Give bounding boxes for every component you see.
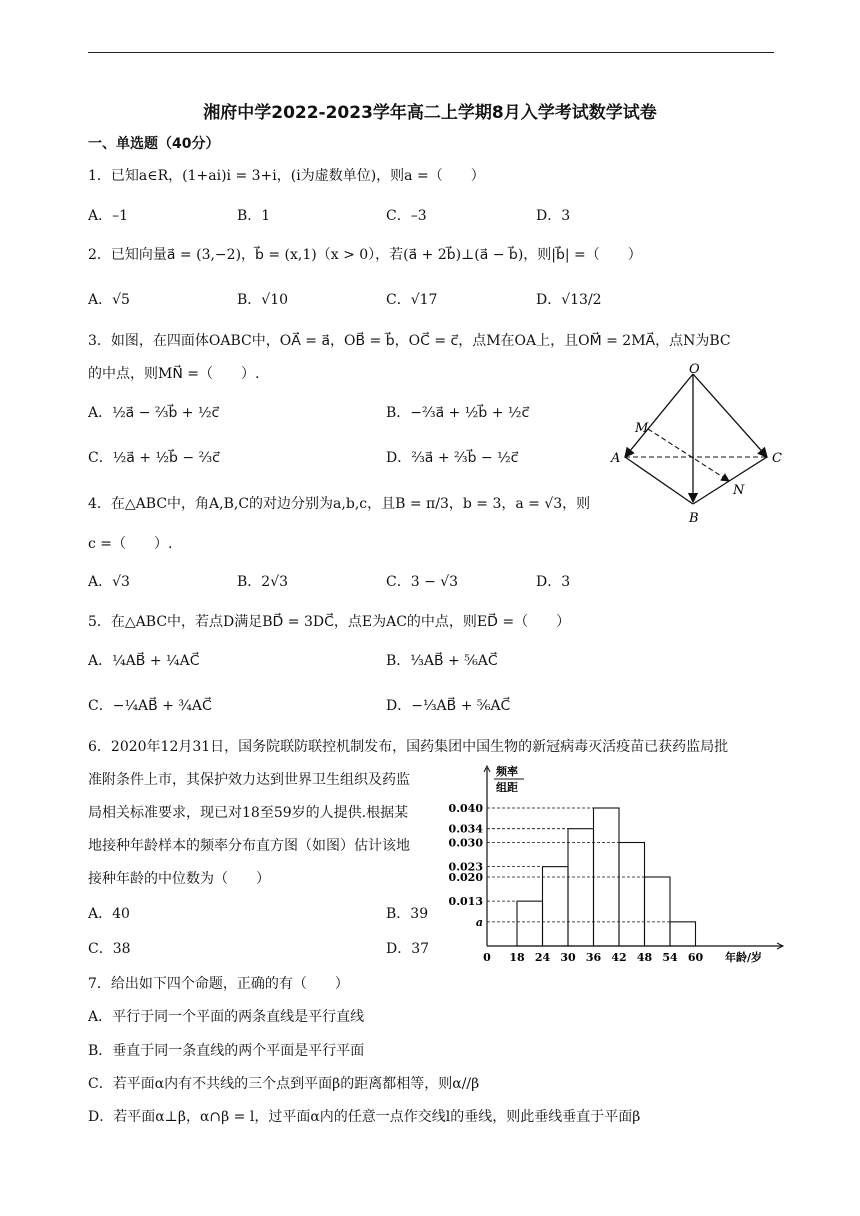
page-title: 湘府中学2022-2023学年高二上学期8月入学考试数学试卷 [203,103,657,123]
x-tick-label: 60 [687,951,704,964]
q6-stem-line3: 局相关标准要求，现已对18至59岁的人提供.根据某 [88,805,409,821]
q6-stem-line4: 地接种年龄样本的频率分布直方图（如图）估计该地 [88,838,410,854]
edge-oa [625,374,693,457]
q5-option-c[interactable]: C．−¼AB⃗ + ¾AC⃗ [88,698,212,714]
q5-option-d[interactable]: D．−⅓AB⃗ + ⅚AC⃗ [386,698,511,714]
y-tick-label: 0.040 [448,802,483,815]
y-tick-label: 0.023 [448,860,483,874]
q2-option-b[interactable]: B．√10 [237,292,289,308]
q3-option-c[interactable]: C．½a⃗ + ½b⃗ − ⅔c⃗ [88,450,220,466]
q4-option-b[interactable]: B．2√3 [237,574,289,590]
y-tick-label: 0.013 [448,895,483,909]
q4-option-a[interactable]: A．√3 [88,574,130,590]
q5-stem: 5．在△ABC中，若点D满足BD⃗ = 3DC⃗，点E为AC的中点，则ED⃗ =（ ） [88,614,571,630]
histogram-bar [645,877,671,946]
q6-option-d[interactable]: D．37 [386,941,430,957]
q3-option-a[interactable]: A．½a⃗ − ⅔b⃗ + ½c⃗ [88,405,220,421]
q3-stem-line1: 3．如图，在四面体OABC中，OA⃗ = a⃗，OB⃗ = b⃗，OC⃗ = c⃗，点M在OA上，且OM⃗ = 2MA⃗，点N为BC [88,333,731,349]
y-label-top: 频率 [496,765,518,778]
q3-option-b[interactable]: B．−⅔a⃗ + ½b⃗ + ½c⃗ [386,405,530,421]
q4-stem-line1: 4．在△ABC中，角A,B,C的对边分别为a,b,c，且B = π/3，b = 3，a = √3，则 [88,496,591,512]
label-n: N [733,483,745,498]
q6-stem-line5: 接种年龄的中位数为（ ） [88,871,270,887]
label-m: M [635,421,649,436]
q1-option-c[interactable]: C．–3 [386,208,427,224]
y-tick-label: a [475,915,483,929]
q3-stem-line2: 的中点，则MN⃗ =（ ）. [88,366,260,382]
x-tick-label: 0 [483,951,491,964]
frequency-histogram [445,762,790,972]
section-heading: 一、单选题（40分） [88,136,220,152]
histogram-bar [543,867,569,946]
x-tick-label: 24 [534,951,551,964]
q2-stem: 2．已知向量a⃗ = (3,−2)，b⃗ = (x,1)（x > 0），若(a⃗ + 2b⃗)⊥(a⃗ − b⃗)，则|b⃗| =（ ） [88,247,642,263]
q6-stem-line1: 6．2020年12月31日，国务院联防联控机制发布，国药集团中国生物的新冠病毒灭活疫苗已获药监局批 [88,739,729,755]
edge-bc [693,457,767,504]
q7-option-a[interactable]: A．平行于同一个平面的两条直线是平行直线 [88,1009,365,1025]
label-c: C [772,451,782,466]
q6-option-b[interactable]: B．39 [386,906,429,922]
q6-option-c[interactable]: C．38 [88,941,131,957]
q6-option-a[interactable]: A．40 [88,906,130,922]
q2-option-d[interactable]: D．√13/2 [536,292,602,308]
edge-ab [625,457,693,504]
x-tick-label: 54 [662,951,678,964]
y-tick-label: 0.034 [448,822,483,836]
q4-option-d[interactable]: D．3 [536,574,571,590]
x-tick-label: 36 [585,951,602,964]
label-a: A [611,451,621,466]
q7-stem: 7．给出如下四个命题，正确的有（ ） [88,976,349,992]
q3-option-d[interactable]: D．⅔a⃗ + ⅔b⃗ − ½c⃗ [386,450,519,466]
y-tick-label: 0.030 [448,836,483,850]
label-o: O [689,362,700,377]
x-tick-label: 42 [611,951,627,964]
y-tick-label: 0.020 [448,871,483,884]
y-label-bottom: 组距 [496,781,518,794]
label-b: B [689,511,699,526]
q1-stem: 1．已知a∈R，(1+ai)i = 3+i，(i为虚数单位)，则a =（ ） [88,168,485,184]
q1-option-b[interactable]: B．1 [237,208,271,224]
x-tick-label: 48 [636,951,653,964]
histogram-bar [619,843,645,947]
histogram-bar [670,922,696,946]
x-axis-label: 年龄/岁 [725,951,763,964]
q4-option-c[interactable]: C．3 − √3 [386,574,459,590]
histogram-bar [517,901,543,946]
tetrahedron-figure [605,362,795,527]
header-rule [88,52,774,53]
vector-mn [648,429,729,481]
q1-option-a[interactable]: A．–1 [88,208,129,224]
q7-option-d[interactable]: D．若平面α⊥β，α∩β = l，过平面α内的任意一点作交线l的垂线，则此垂线垂直于平面β [88,1109,641,1125]
histogram-bar [568,829,594,946]
q5-option-a[interactable]: A．¼AB⃗ + ¼AC⃗ [88,653,200,669]
q4-stem-line2: c =（ ）. [88,536,173,552]
q2-option-c[interactable]: C．√17 [386,292,438,308]
q5-option-b[interactable]: B．⅓AB⃗ + ⅚AC⃗ [386,653,498,669]
edge-oc [693,374,767,457]
q6-stem-line2: 准附条件上市，其保护效力达到世界卫生组织及药监 [88,772,410,788]
q7-option-b[interactable]: B．垂直于同一条直线的两个平面是平行平面 [88,1043,365,1059]
q7-option-c[interactable]: C．若平面α内有不共线的三个点到平面β的距离都相等，则α//β [88,1076,480,1092]
q1-option-d[interactable]: D．3 [536,208,571,224]
q2-option-a[interactable]: A．√5 [88,292,130,308]
x-tick-label: 18 [509,951,525,964]
x-tick-label: 30 [560,951,576,964]
